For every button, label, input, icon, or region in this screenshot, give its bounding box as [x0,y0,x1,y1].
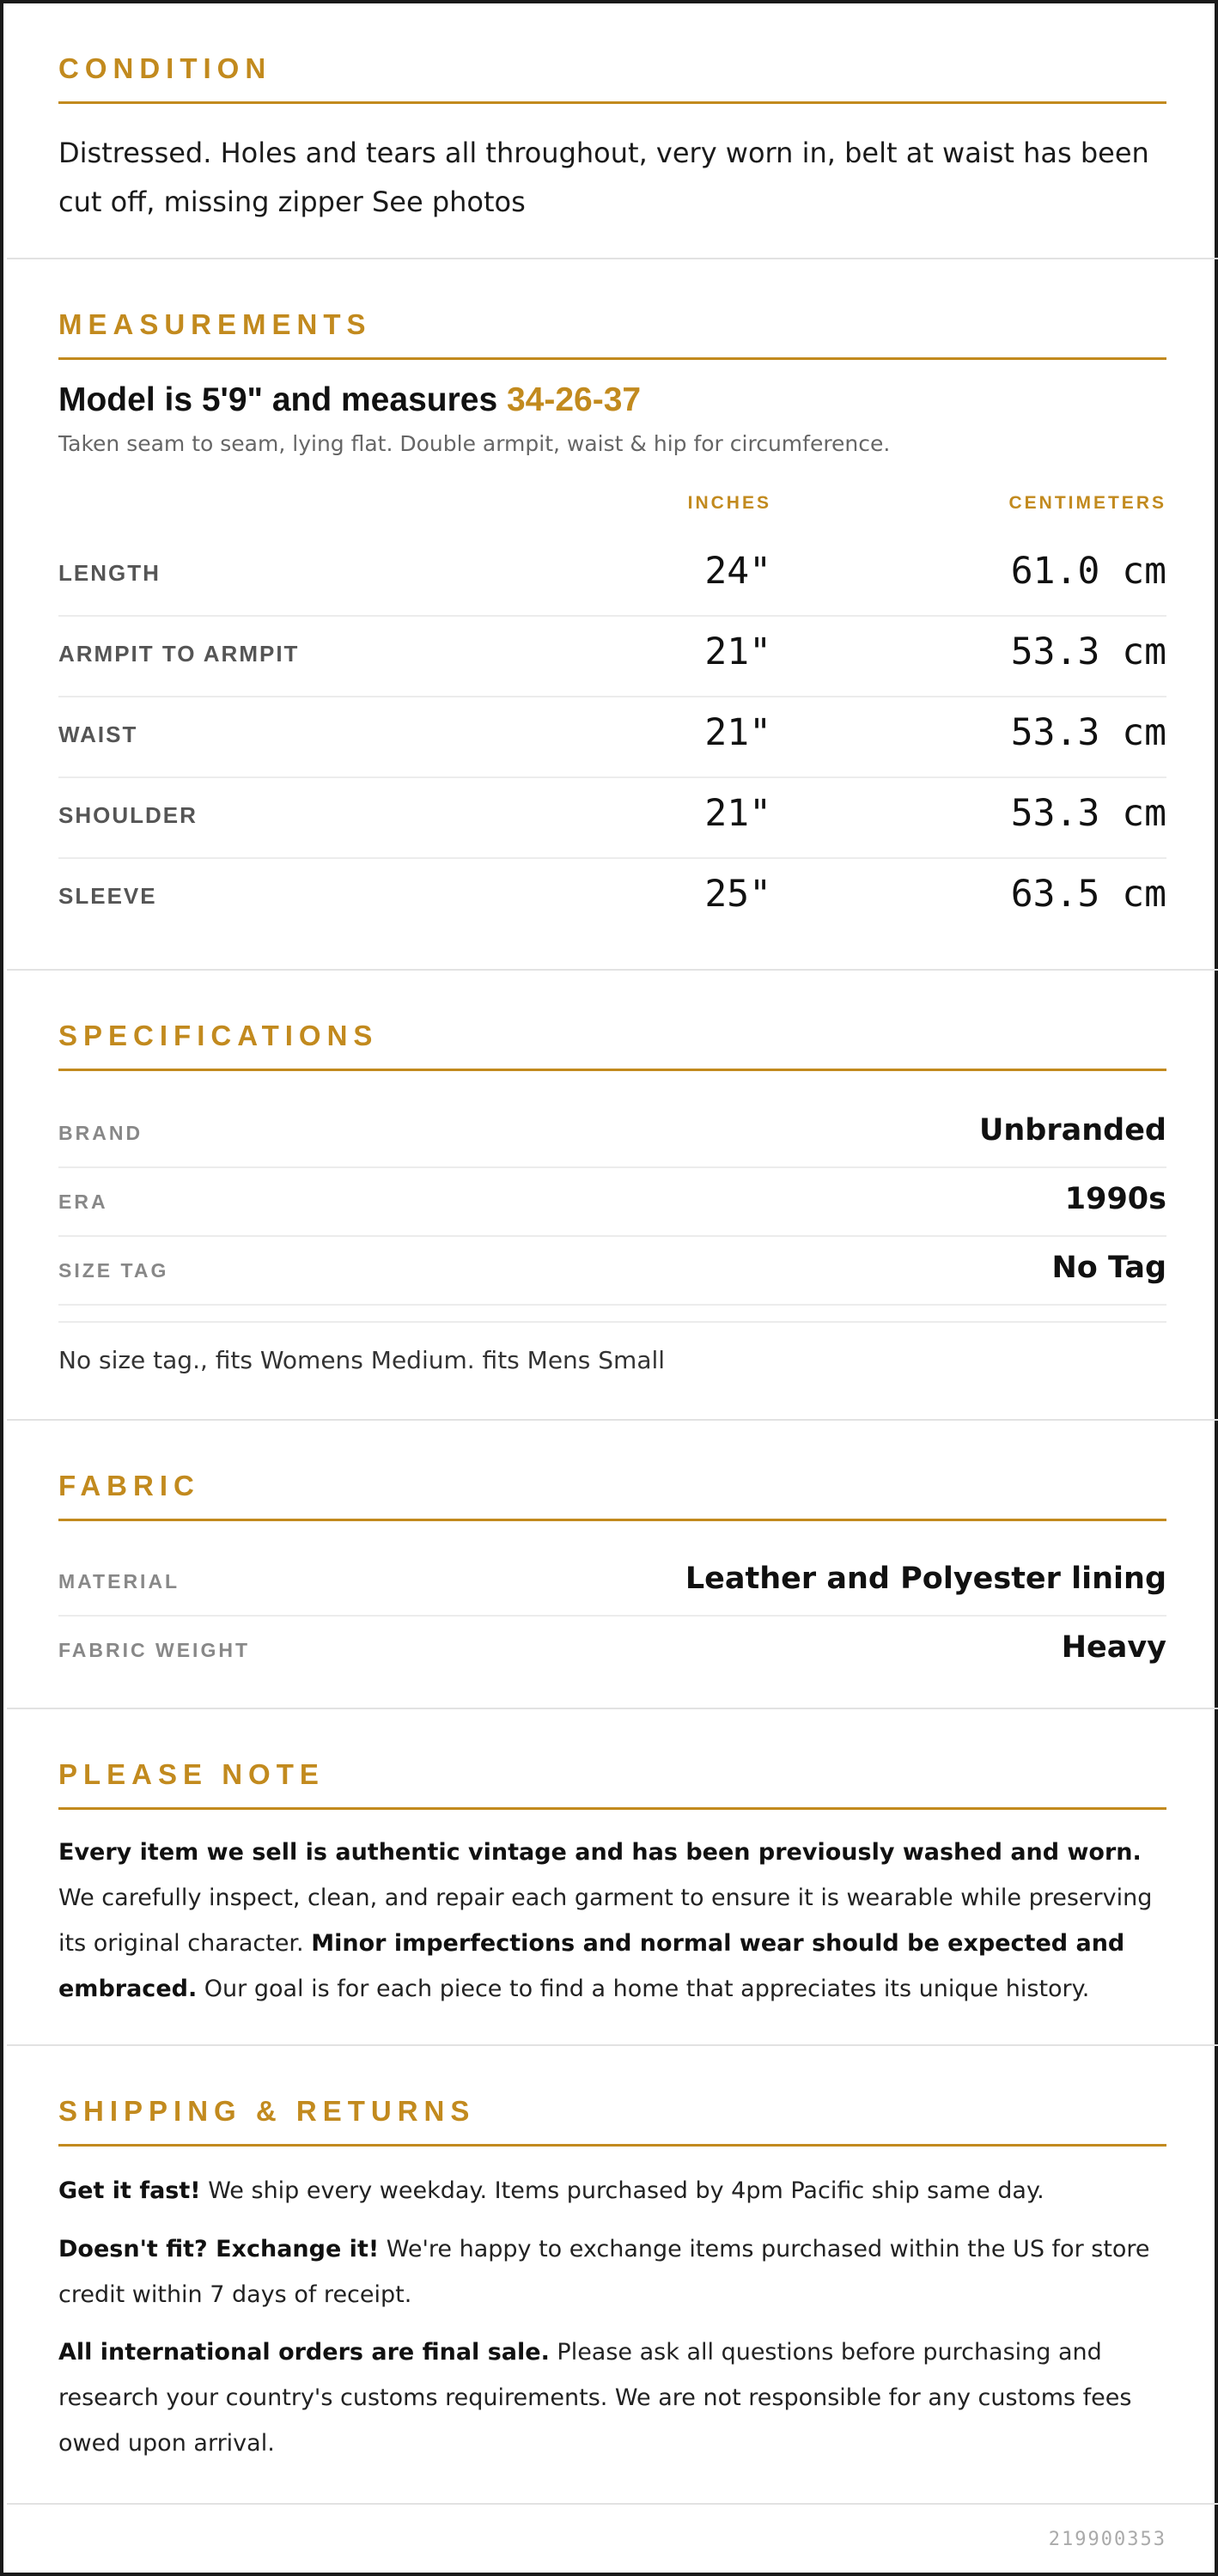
measurement-row [58,534,1166,617]
measurements-header [58,308,1166,360]
fabric-label: FABRIC WEIGHT [58,1639,250,1661]
measurement-label: ARMPIT TO ARMPIT [58,641,300,667]
measurement-centimeters: 53.3 cm [1010,792,1166,835]
imperfections-statement: Minor imperfections and normal wear should be expected and embraced. [58,1930,1125,2002]
measurement-inches: 25" [704,873,771,916]
exchange-label: Doesn't fit? Exchange it! [58,2236,380,2262]
specifications-section [7,971,1218,1421]
fabric-header [58,1469,1166,1521]
sku-number: 219900353 [1048,2529,1166,2550]
measurement-label: SLEEVE [58,883,157,909]
centimeters-column-header: CENTIMETERS [1008,493,1166,513]
get-it-fast-label: Get it fast! [58,2177,201,2204]
measurement-inches: 21" [704,630,771,673]
shipping-returns-section [7,2046,1218,2505]
shipping-text-3: Please ask all questions before purchasing and research your country's customs requirements. We are not responsible for any customs fees owed upon arrival. [58,2339,1132,2457]
measurement-row [58,776,1166,859]
measurement-centimeters: 53.3 cm [1010,711,1166,754]
shipping-text-1: We ship every weekday. Items purchased by 4pm Pacific ship same day. [200,2177,1044,2204]
please-note-header [58,1757,1166,1810]
spec-value: 1990s [1064,1182,1166,1216]
shipping-paragraph-international [58,2329,1166,2466]
measurement-method-note: Taken seam to seam, lying flat. Double armpit, waist & hip for circumference. [58,431,891,456]
fabric-label: MATERIAL [58,1570,180,1592]
shipping-text-2: We're happy to exchange items purchased within the US for store credit within 7 days of receipt. [58,2236,1150,2308]
model-measurements-prefix: Model is 5'9" and measures [58,381,507,418]
fabric-value: Leather and Polyester lining [685,1562,1166,1596]
condition-section [7,3,1218,259]
shipping-paragraph-fast [58,2168,1166,2214]
measurement-inches: 24" [704,550,771,593]
spec-row-era [58,1168,1166,1237]
footer [7,2505,1218,2573]
spec-divider [58,1321,1166,1323]
international-final-sale-label: All international orders are final sale. [58,2339,550,2366]
model-measurements-value: 34-26-37 [506,381,642,418]
fabric-row-weight [58,1617,1166,1684]
measurement-centimeters: 53.3 cm [1010,630,1166,673]
spec-label: SIZE TAG [58,1259,169,1282]
measurement-inches: 21" [704,711,771,754]
spec-label: ERA [58,1191,108,1213]
fabric-value: Heavy [1061,1630,1166,1665]
measurement-inches: 21" [704,792,771,835]
measurements-title: MEASUREMENTS [58,308,372,340]
spec-row-size-tag [58,1237,1166,1306]
spec-value: Unbranded [978,1113,1166,1148]
specifications-header [58,1019,1166,1071]
measurement-label: LENGTH [58,560,161,586]
shipping-paragraph-exchange [58,2226,1166,2317]
please-note-text [58,1830,1166,2012]
measurement-label: WAIST [58,722,138,747]
authentic-vintage-statement: Every item we sell is authentic vintage and has been previously washed and worn. [58,1839,1142,1866]
condition-title: CONDITION [58,52,272,84]
measurement-centimeters: 63.5 cm [1010,873,1166,916]
measurement-centimeters: 61.0 cm [1010,550,1166,593]
please-note-title: PLEASE NOTE [58,1758,325,1790]
measurement-row [58,615,1166,697]
shipping-header [58,2094,1166,2147]
size-note: No size tag., fits Womens Medium. fits Mens Small [58,1346,666,1374]
measurement-label: SHOULDER [58,802,198,828]
model-measurements-title [58,381,641,419]
measurements-section [7,259,1218,971]
measurement-row [58,696,1166,778]
please-note-text-1: We carefully inspect, clean, and repair each garment to ensure it is wearable while preserving its original character. [58,1885,1153,1957]
please-note-text-2: Our goal is for each piece to find a home that appreciates its unique history. [197,1976,1090,2002]
condition-text: Distressed. Holes and tears all throughout, very worn in, belt at waist has been cut off, missing zipper See photos [58,137,1149,218]
specifications-title: SPECIFICATIONS [58,1020,379,1051]
shipping-title: SHIPPING & RETURNS [58,2095,476,2127]
spec-row-brand [58,1099,1166,1168]
fabric-section [7,1421,1218,1709]
measurement-row [58,857,1166,938]
condition-header [58,52,1166,104]
spec-label: BRAND [58,1122,143,1144]
spec-value: No Tag [1051,1251,1166,1285]
please-note-section [7,1709,1218,2046]
fabric-row-material [58,1548,1166,1617]
fabric-title: FABRIC [58,1470,200,1501]
inches-column-header: INCHES [687,493,771,513]
